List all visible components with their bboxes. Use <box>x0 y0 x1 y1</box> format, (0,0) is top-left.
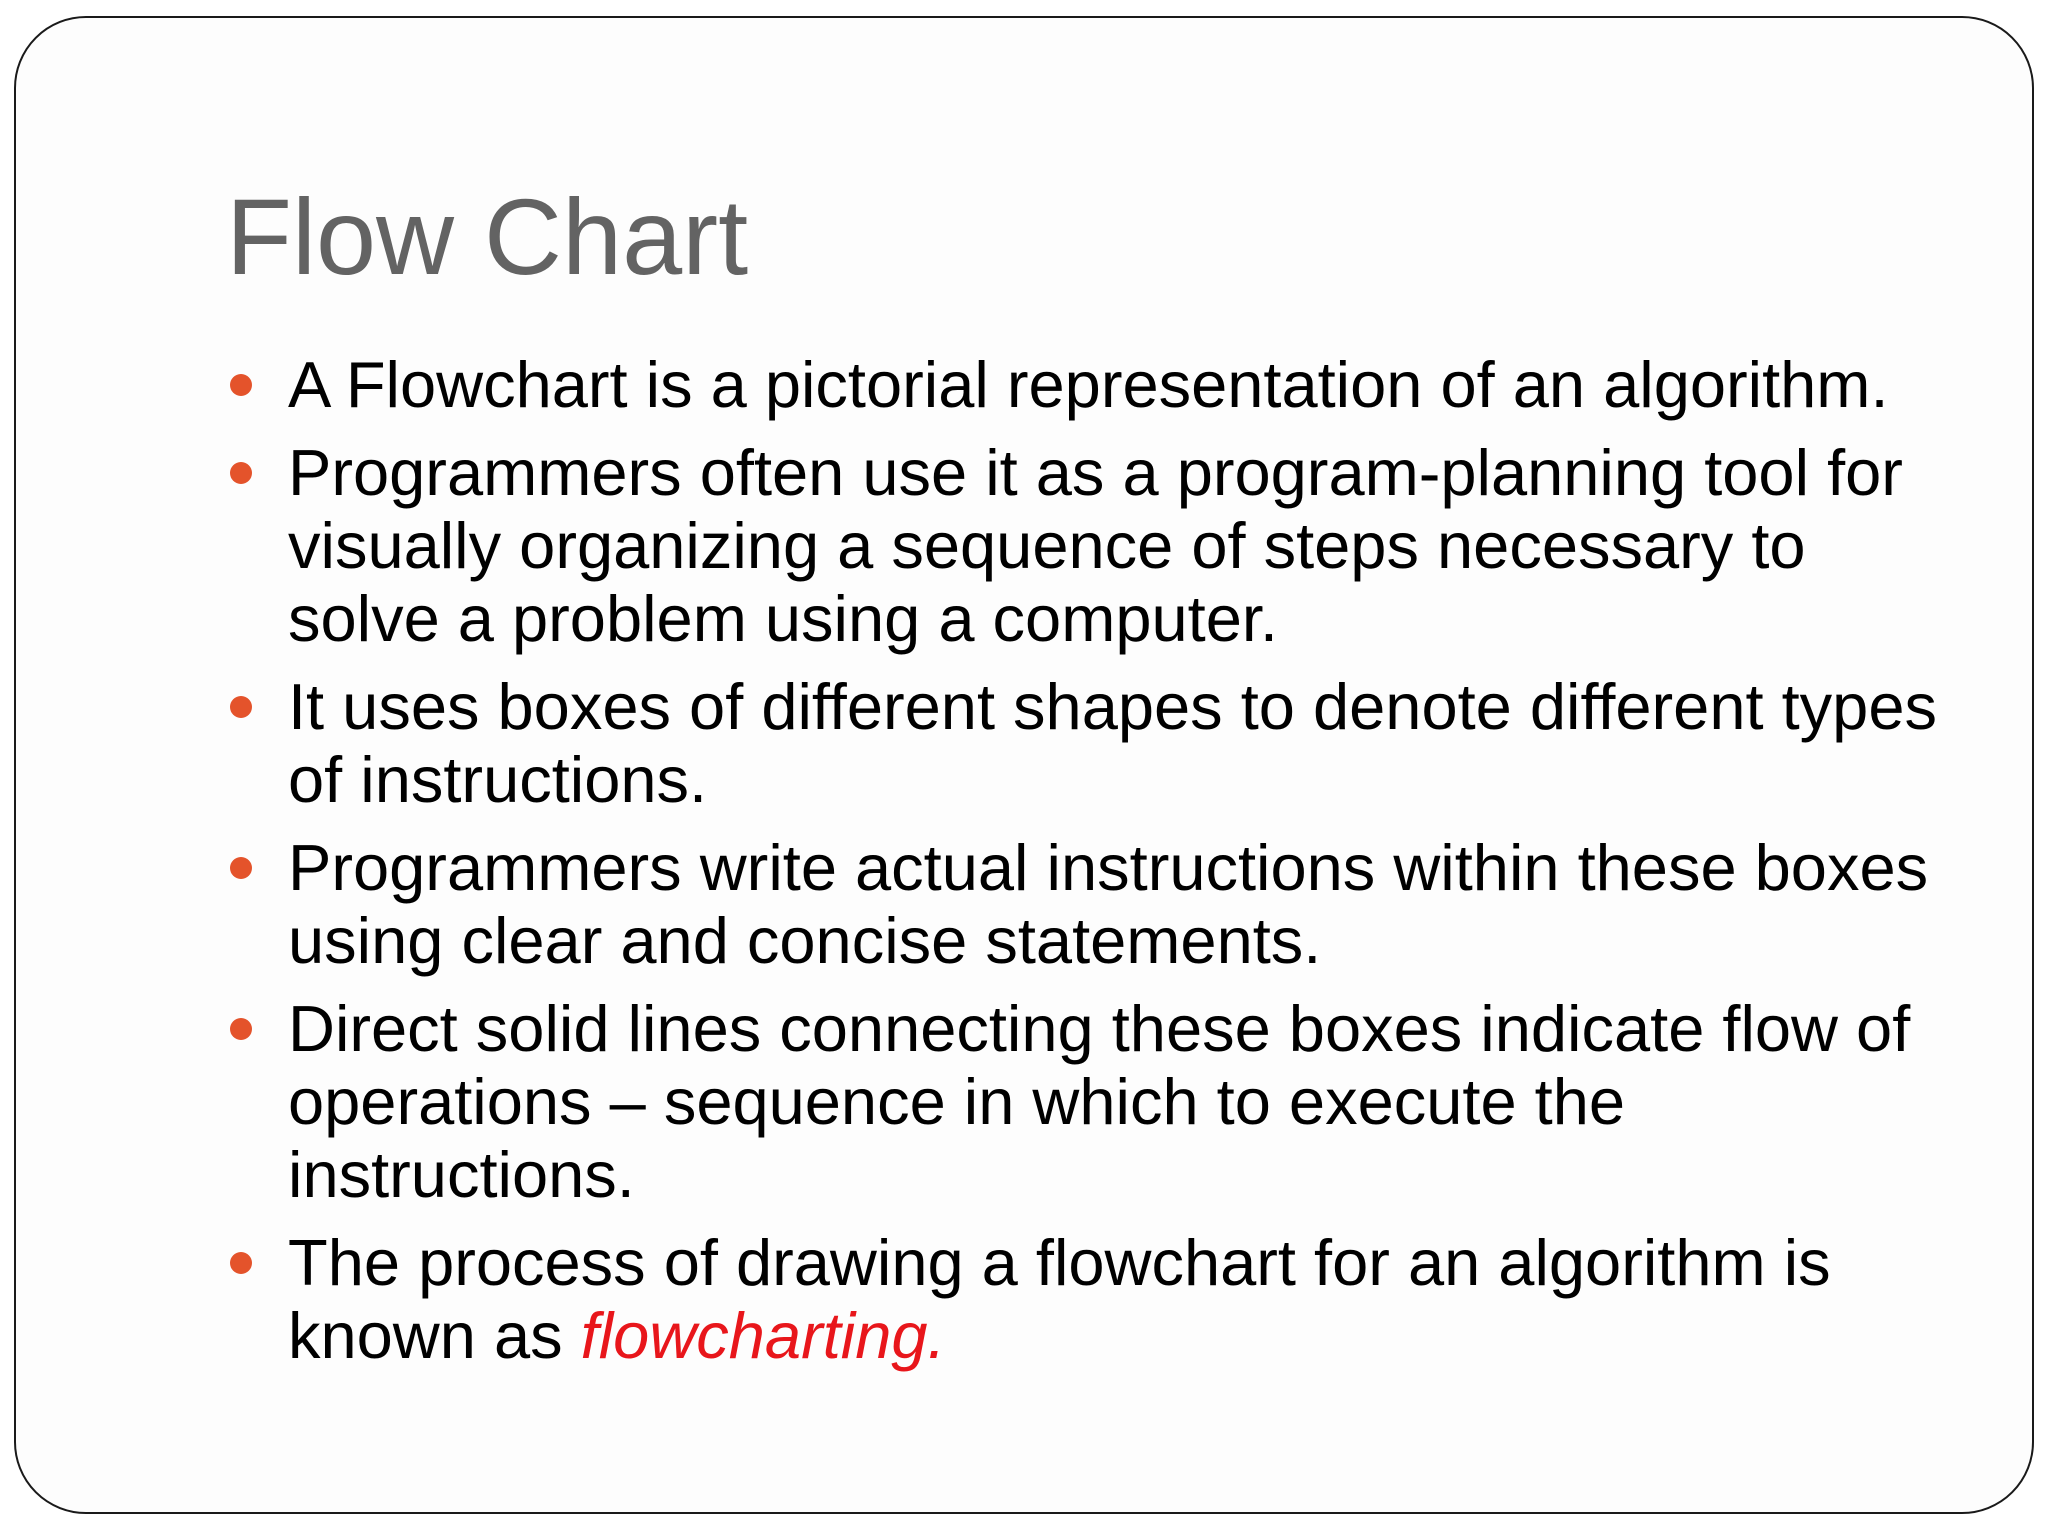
bullet-text: The process of drawing a flowchart for an algorithm is known as <box>288 1226 1831 1372</box>
bullet-item <box>226 670 1956 816</box>
bullet-item <box>226 831 1956 977</box>
bullet-text: A Flowchart is a pictorial representation of an algorithm. <box>288 348 1889 421</box>
bullet-dot-icon <box>230 1018 252 1040</box>
bullet-dot-icon <box>230 462 252 484</box>
bullet-list <box>226 348 1956 1387</box>
bullet-text: Programmers write actual instructions within these boxes using clear and concise statements. <box>288 831 1929 977</box>
bullet-dot-icon <box>230 696 252 718</box>
bullet-dot-icon <box>230 374 252 396</box>
bullet-item <box>226 348 1956 421</box>
emphasis-term: flowcharting. <box>580 1299 946 1372</box>
bullet-dot-icon <box>230 1252 252 1274</box>
slide <box>14 16 2034 1514</box>
bullet-text: It uses boxes of different shapes to denote different types of instructions. <box>288 670 1937 816</box>
bullet-item <box>226 1226 1956 1372</box>
bullet-item <box>226 436 1956 655</box>
bullet-item <box>226 992 1956 1211</box>
bullet-dot-icon <box>230 857 252 879</box>
slide-title: Flow Chart <box>226 176 749 297</box>
bullet-text: Direct solid lines connecting these boxes indicate flow of operations – sequence in which to execute the instructions. <box>288 992 1911 1211</box>
bullet-text: Programmers often use it as a program-planning tool for visually organizing a sequence of steps necessary to solve a problem using a computer. <box>288 436 1903 655</box>
